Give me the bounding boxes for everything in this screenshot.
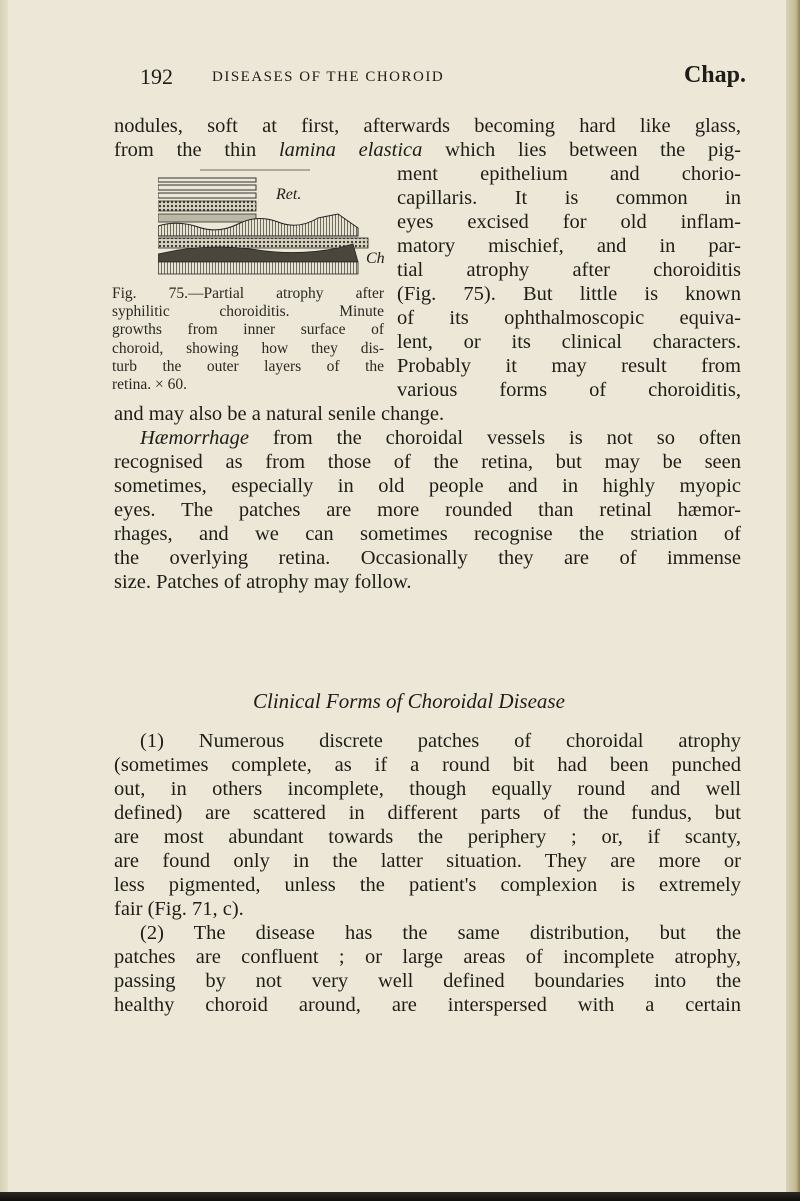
figure-label-ch: Ch [366,250,385,267]
caption-line: choroid, showing how they dis- [112,339,384,357]
text-line: (sometimes complete, as if a round bit had been punched [114,754,741,776]
text-line-content: from the thin lamina elastica which lies between the pig- [114,139,741,161]
text-line: tial atrophy after choroiditis [397,259,741,281]
text-line: sometimes, especially in old people and in highly myopic [114,475,741,497]
text-line: defined) are scattered in different parts of the fundus, but [114,802,741,824]
caption-line: turb the outer layers of the [112,357,384,375]
page-header [140,62,746,96]
emphasized-term: lamina elastica [278,139,423,161]
figure-caption [112,285,384,394]
text-line: (2) The disease has the same distribution, but the [140,922,741,944]
text-line: are found only in the latter situation. They are more or [114,850,741,872]
text-line: recognised as from those of the retina, but may be seen [114,451,741,473]
page-number: 192 [140,64,173,89]
text-line: out, in others incomplete, though equally round and well [114,778,741,800]
emphasized-term: Hæmorrhage [140,427,249,449]
text-line: patches are confluent ; or large areas of incomplete atrophy, [114,946,741,968]
text-line [114,138,741,162]
chapter-label: Chap. [683,62,746,88]
text-line: capillaris. It is common in [397,187,741,209]
page-right-edge [786,0,800,1201]
text-line: various forms of choroiditis, [397,379,741,401]
text-line: size. Patches of atrophy may follow. [114,571,412,593]
caption-line: Fig. 75.—Partial atrophy after [112,285,384,302]
text-line: (Fig. 75). But little is known [397,283,741,305]
text-line: passing by not very well defined boundaries into the [114,970,741,992]
running-head: DISEASES OF THE CHOROID [212,69,445,85]
figure-75-illustration [158,164,385,276]
text-line: less pigmented, unless the patient's complexion is extremely [114,874,741,896]
text-line-content: from the choroidal vessels is not so often [248,427,741,449]
section-title: Clinical Forms of Choroidal Disease [253,689,565,713]
retina-choroid-drawing [158,164,378,276]
text-line [140,426,741,450]
text-line: ment epithelium and chorio- [397,163,741,185]
page-bottom-shadow [0,1192,800,1201]
text-line: fair (Fig. 71, c). [114,898,244,920]
text-line: healthy choroid around, are interspersed with a certain [114,994,741,1016]
text-line: Probably it may result from [397,355,741,377]
figure-label-ret: Ret. [276,186,302,203]
text-line: eyes. The patches are more rounded than retinal hæmor- [114,499,741,521]
text-line: matory mischief, and in par- [397,235,741,257]
caption-line: syphilitic choroiditis. Minute [112,303,384,321]
text-line: eyes excised for old inflam- [397,211,741,233]
text-line: lent, or its clinical characters. [397,331,741,353]
text-line: nodules, soft at first, afterwards becoming hard like glass, [114,115,741,137]
text-line: of its ophthalmoscopic equiva- [397,307,741,329]
text-line: and may also be a natural senile change. [114,403,445,425]
text-line: (1) Numerous discrete patches of choroidal atrophy [140,730,741,752]
caption-line: retina. × 60. [112,376,188,394]
text-line: are most abundant towards the periphery ; or, if scanty, [114,826,741,848]
text-line: rhages, and we can sometimes recognise the striation of [114,523,741,545]
text-line: the overlying retina. Occasionally they are of immense [114,547,741,569]
caption-line: growths from inner surface of [112,321,384,339]
